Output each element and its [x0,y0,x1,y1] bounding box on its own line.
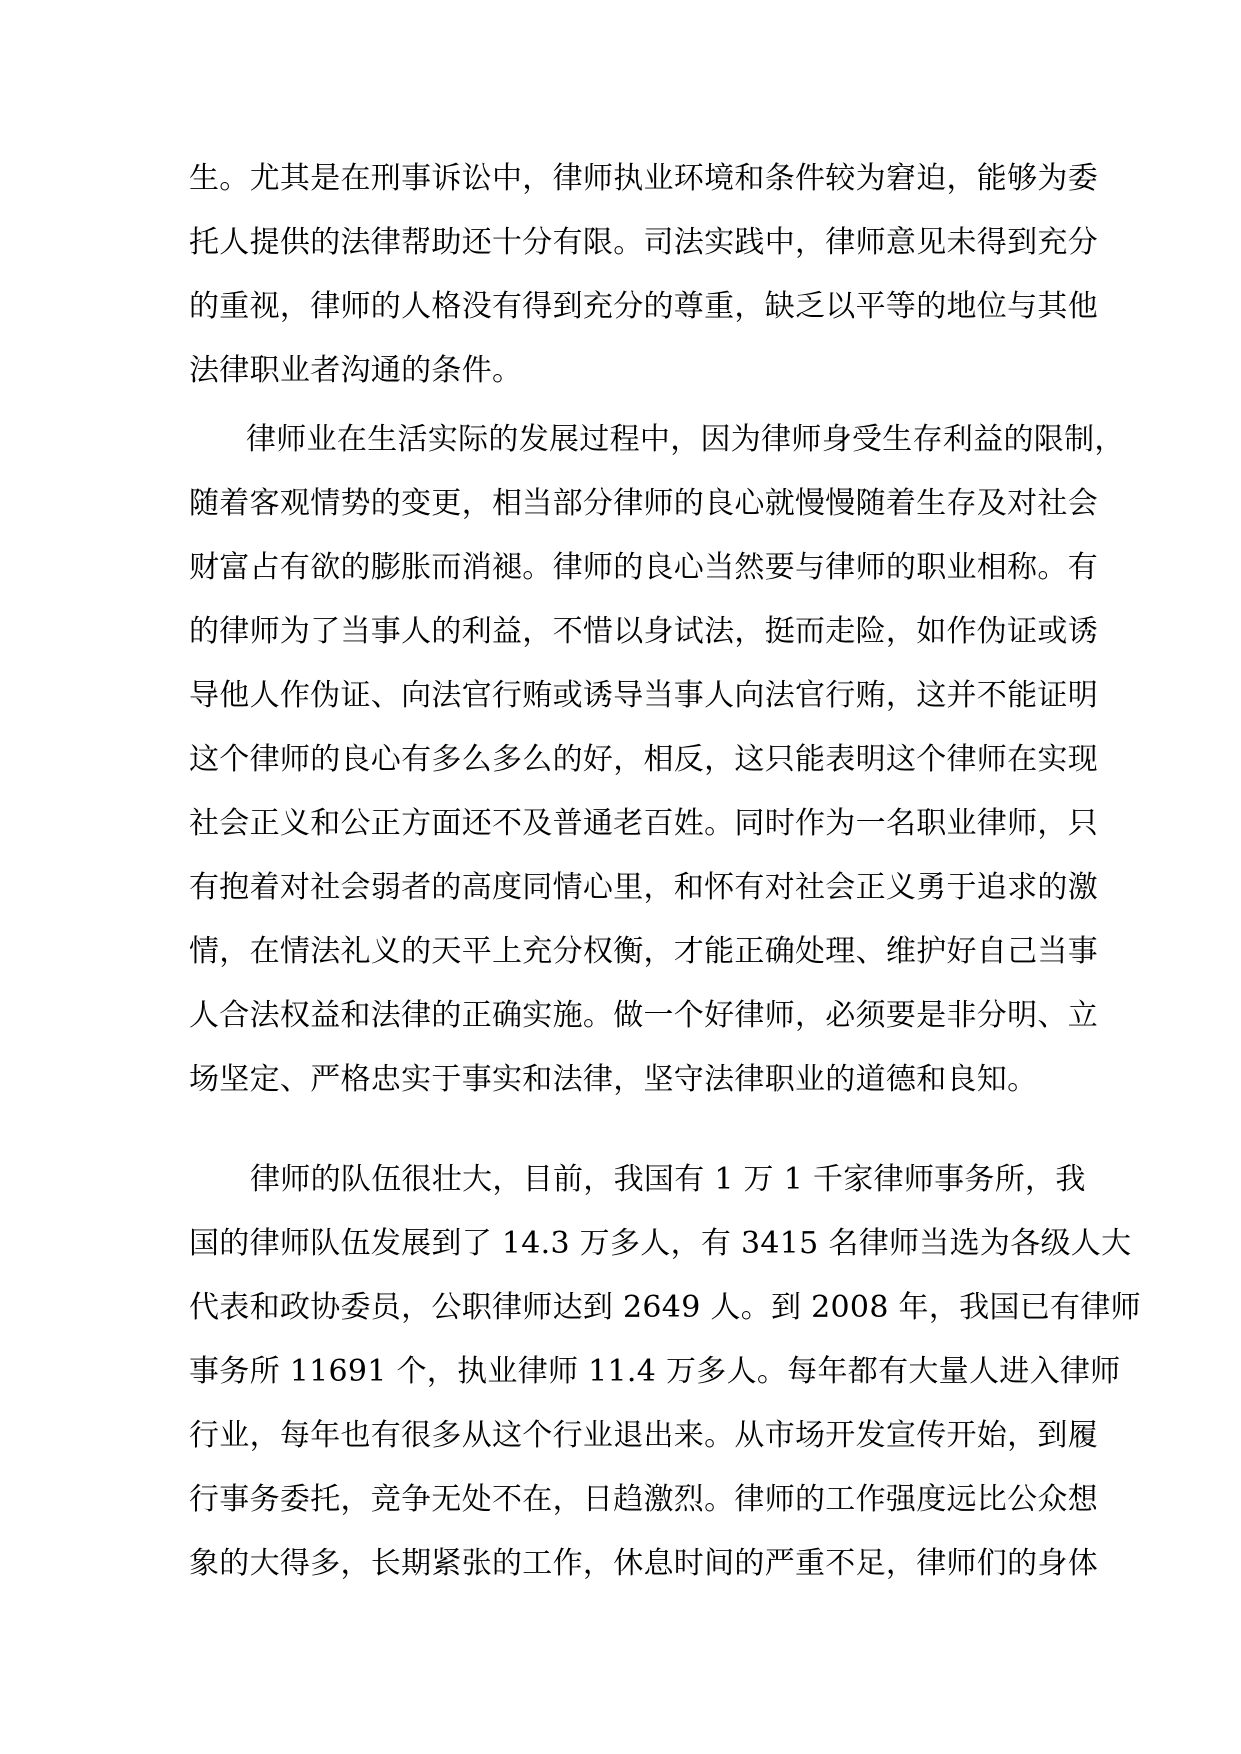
text-line: 的律师为了当事人的利益，不惜以身试法，挺而走险，如作伪证或诱 [189,614,1098,649]
text-line: 随着客观情势的变更，相当部分律师的良心就慢慢随着生存及对社会 [189,486,1098,521]
text-line: 场坚定、严格忠实于事实和法律，坚守法律职业的道德和良知。 [189,1062,1038,1097]
text-line: 律师业在生活实际的发展过程中，因为律师身受生存利益的限制， [246,422,1125,457]
text-line: 财富占有欲的膨胀而消褪。律师的良心当然要与律师的职业相称。有 [189,550,1098,585]
text-line: 行事务委托，竞争无处不在，日趋激烈。律师的工作强度远比公众想 [189,1482,1098,1517]
text-line: 导他人作伪证、向法官行贿或诱导当事人向法官行贿，这并不能证明 [189,678,1098,713]
text-line: 律师的队伍很壮大，目前，我国有 1 万 1 千家律师事务所，我 [250,1162,1086,1197]
text-line: 国的律师队伍发展到了 14.3 万多人，有 3415 名律师当选为各级人大 [189,1226,1132,1261]
text-line: 社会正义和公正方面还不及普通老百姓。同时作为一名职业律师，只 [189,806,1098,841]
text-line: 行业，每年也有很多从这个行业退出来。从市场开发宣传开始，到履 [189,1418,1098,1453]
text-line: 事务所 11691 个，执业律师 11.4 万多人。每年都有大量人进入律师 [189,1354,1121,1389]
text-line: 这个律师的良心有多么多么的好，相反，这只能表明这个律师在实现 [189,742,1098,777]
text-line: 的重视，律师的人格没有得到充分的尊重，缺乏以平等的地位与其他 [189,289,1098,324]
text-line: 托人提供的法律帮助还十分有限。司法实践中，律师意见未得到充分 [189,225,1098,260]
text-line: 情，在情法礼义的天平上充分权衡，才能正确处理、维护好自己当事 [189,934,1098,969]
text-line: 象的大得多，长期紧张的工作，休息时间的严重不足，律师们的身体 [189,1546,1098,1581]
text-line: 法律职业者沟通的条件。 [189,353,523,388]
text-line: 代表和政协委员，公职律师达到 2649 人。到 2008 年，我国已有律师 [189,1290,1141,1325]
text-line: 有抱着对社会弱者的高度同情心里，和怀有对社会正义勇于追求的激 [189,870,1098,905]
text-line: 人合法权益和法律的正确实施。做一个好律师，必须要是非分明、立 [189,998,1098,1033]
text-line: 生。尤其是在刑事诉讼中，律师执业环境和条件较为窘迫，能够为委 [189,161,1098,196]
